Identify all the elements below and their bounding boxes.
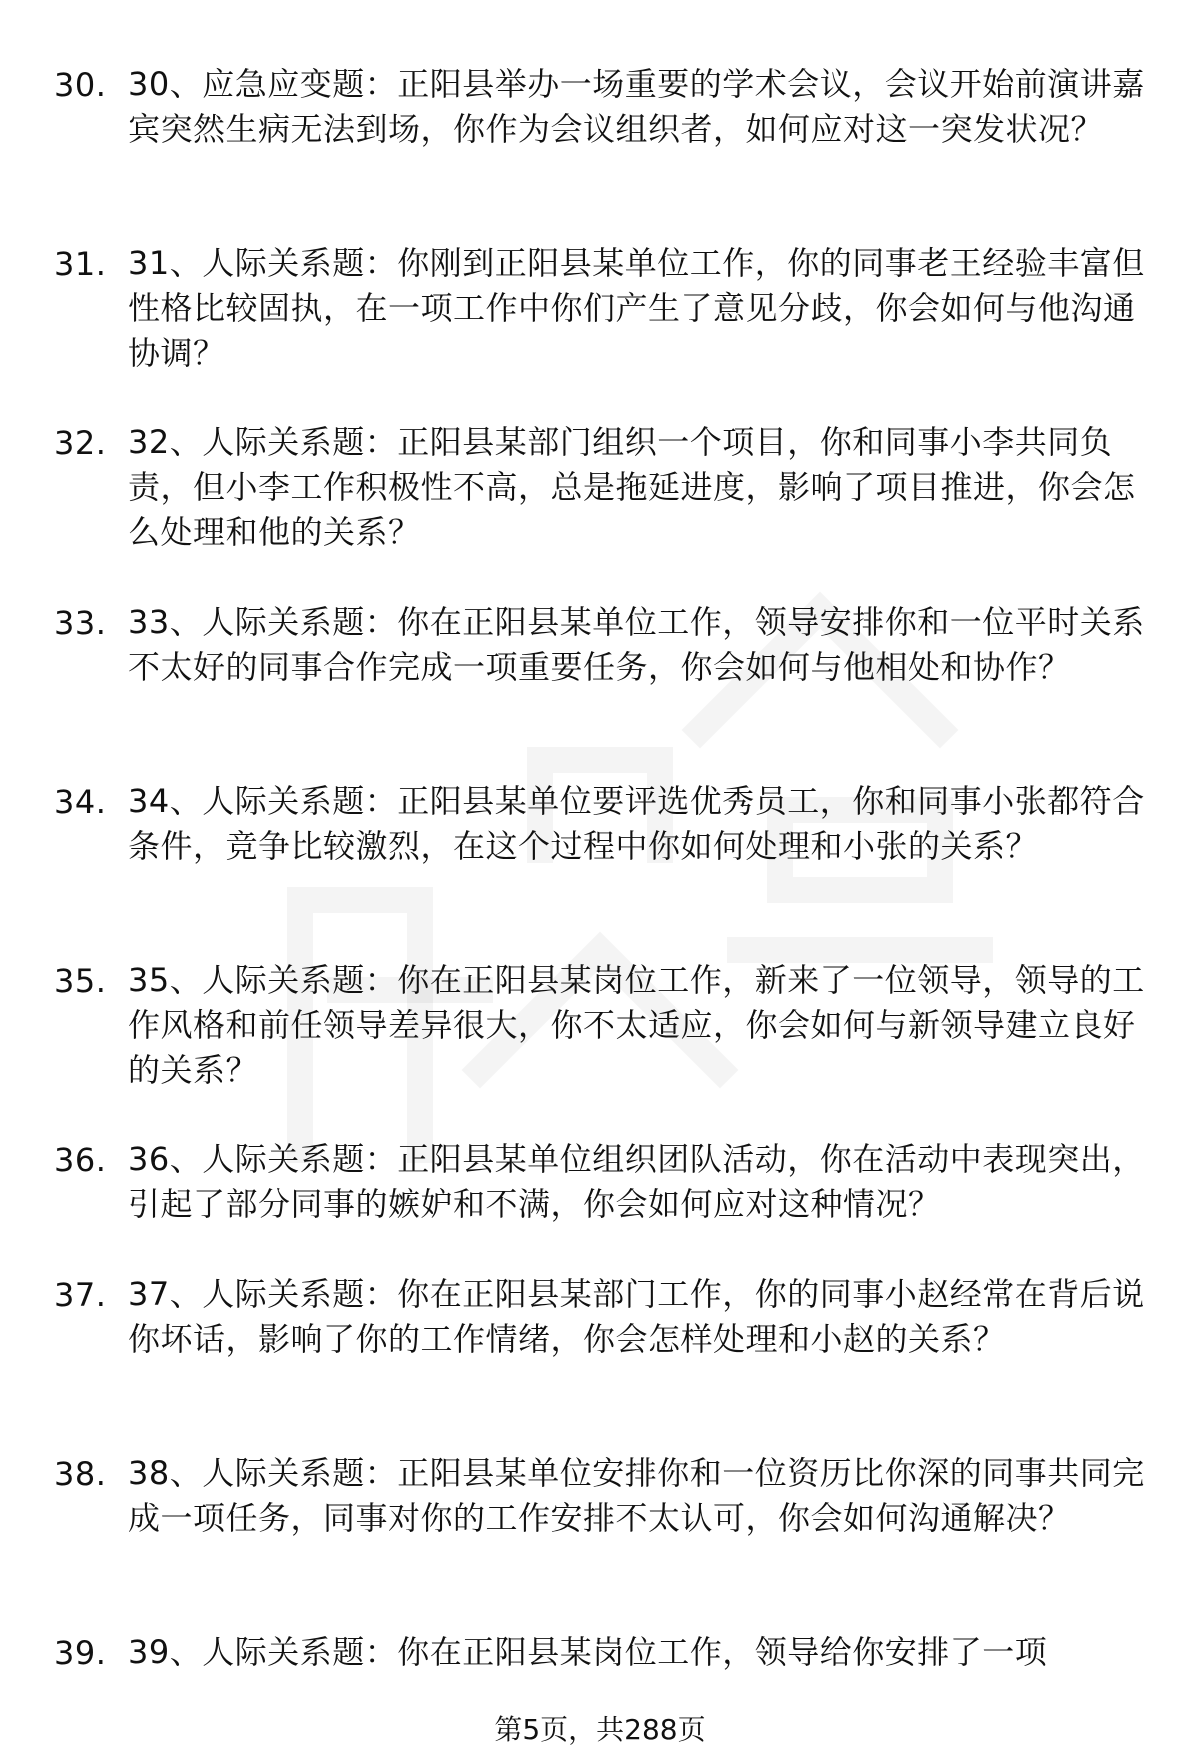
item-number: 37. — [54, 1276, 107, 1314]
item-text: 35、人际关系题：你在正阳县某岗位工作，新来了一位领导，领导的工作风格和前任领导差异很大，你不太适应，你会如何与新领导建立良好的关系？ — [128, 961, 1145, 1089]
page-footer: 第5页，共288页 — [494, 1713, 706, 1746]
item-number: 31. — [54, 245, 107, 283]
item-text: 38、人际关系题：正阳县某单位安排你和一位资历比你深的同事共同完成一项任务，同事对你的工作安排不太认可，你会如何沟通解决？ — [128, 1454, 1145, 1537]
item-text: 33、人际关系题：你在正阳县某单位工作，领导安排你和一位平时关系不太好的同事合作完成一项重要任务，你会如何与他相处和协作？ — [128, 603, 1145, 686]
item-number: 35. — [54, 962, 107, 1000]
item-number: 33. — [54, 604, 107, 642]
item-text: 36、人际关系题：正阳县某单位组织团队活动，你在活动中表现突出，引起了部分同事的嫉妒和不满，你会如何应对这种情况？ — [128, 1140, 1145, 1223]
item-number: 38. — [54, 1455, 107, 1493]
item-number: 36. — [54, 1141, 107, 1179]
item-text: 39、人际关系题：你在正阳县某岗位工作，领导给你安排了一项 — [128, 1633, 1048, 1671]
item-number: 34. — [54, 783, 107, 821]
item-text: 30、应急应变题：正阳县举办一场重要的学术会议，会议开始前演讲嘉宾突然生病无法到场，你作为会议组织者，如何应对这一突发状况？ — [128, 65, 1145, 148]
item-text: 37、人际关系题：你在正阳县某部门工作，你的同事小赵经常在背后说你坏话，影响了你的工作情绪，你会怎样处理和小赵的关系？ — [128, 1275, 1145, 1358]
item-number: 30. — [54, 66, 107, 104]
item-number: 32. — [54, 424, 107, 462]
item-text: 32、人际关系题：正阳县某部门组织一个项目，你和同事小李共同负责，但小李工作积极性不高，总是拖延进度，影响了项目推进，你会怎么处理和他的关系？ — [128, 423, 1136, 551]
item-number: 39. — [54, 1634, 107, 1672]
item-text: 34、人际关系题：正阳县某单位要评选优秀员工，你和同事小张都符合条件，竞争比较激烈，在这个过程中你如何处理和小张的关系？ — [128, 782, 1145, 865]
item-text: 31、人际关系题：你刚到正阳县某单位工作，你的同事老王经验丰富但性格比较固执，在一项工作中你们产生了意见分歧，你会如何与他沟通协调？ — [128, 244, 1145, 372]
